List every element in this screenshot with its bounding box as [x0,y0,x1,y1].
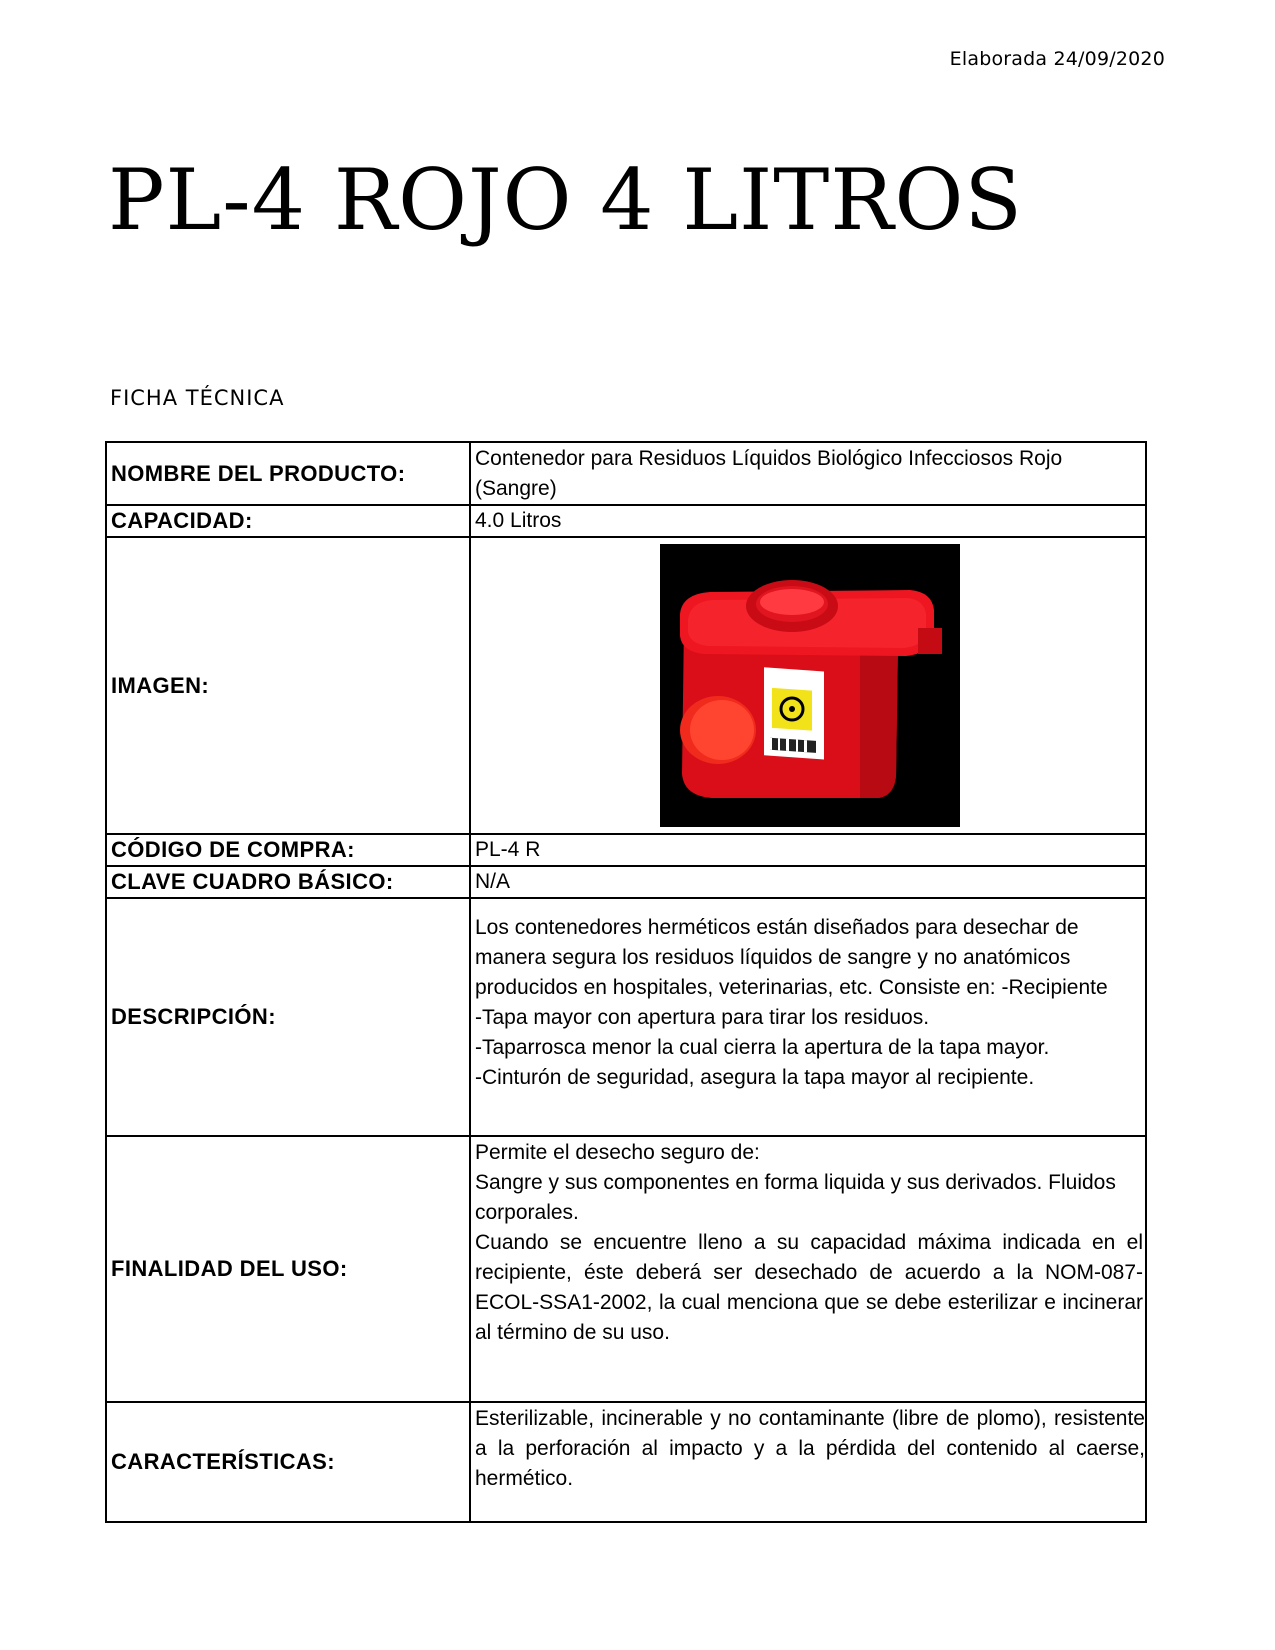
row-label: CÓDIGO DE COMPRA: [106,834,470,866]
document-subtitle: FICHA TÉCNICA [110,386,285,410]
table-row [106,834,1146,866]
usage-purpose-value [470,1136,1146,1402]
table-row [106,866,1146,898]
features-value: Esterilizable, incinerable y no contaminante (libre de plomo), resistente a la perforación al impacto y a la pérdida del contenido al caerse, hermético. [470,1402,1146,1522]
description-value [470,898,1146,1136]
table-row [106,1402,1146,1522]
table-row [106,537,1146,834]
description-line: -Cinturón de seguridad, asegura la tapa mayor al recipiente. [475,1066,1035,1089]
row-label: IMAGEN: [106,537,470,834]
product-image-cell [470,537,1146,834]
purchase-code-value: PL-4 R [470,834,1146,866]
table-row [106,505,1146,537]
basic-key-value: N/A [470,866,1146,898]
description-line: manera segura los residuos líquidos de sangre y no anatómicos [475,946,1071,969]
product-photo [660,544,960,827]
row-label: CAPACIDAD: [106,505,470,537]
description-line: -Taparrosca menor la cual cierra la apertura de la tapa mayor. [475,1036,1050,1059]
row-label: DESCRIPCIÓN: [106,898,470,1136]
usage-line: Permite el desecho seguro de: [475,1141,760,1164]
date-text: Elaborada 24/09/2020 [949,48,1165,70]
product-name-value: Contenedor para Residuos Líquidos Biológico Infecciosos Rojo (Sangre) [470,442,1146,505]
usage-line: Cuando se encuentre lleno a su capacidad máxima indicada en el recipiente, éste deberá ser desechado de acuerdo a la NOM-087-ECOL-SSA1-2002, la cual menciona que se debe esterilizar e incinerar al término de su uso. [475,1231,1143,1344]
usage-line: Sangre y sus componentes en forma liquida y sus derivados. Fluidos corporales. [475,1171,1116,1224]
description-line: -Tapa mayor con apertura para tirar los residuos. [475,1006,930,1029]
lid-latch [918,628,942,654]
description-line: producidos en hospitales, veterinarias, etc. Consiste en: -Recipiente [475,976,1108,999]
capacity-value: 4.0 Litros [470,505,1146,537]
table-row [106,442,1146,505]
row-label: NOMBRE DEL PRODUCTO: [106,442,470,505]
row-label: FINALIDAD DEL USO: [106,1136,470,1402]
row-label: CARACTERÍSTICAS: [106,1402,470,1522]
page-title: PL-4 ROJO 4 LITROS [108,151,1023,249]
description-line: Los contenedores herméticos están diseñados para desechar de [475,916,1079,939]
table-row [106,1136,1146,1402]
table-row [106,898,1146,1136]
spec-table [105,441,1147,1523]
row-label: CLAVE CUADRO BÁSICO: [106,866,470,898]
